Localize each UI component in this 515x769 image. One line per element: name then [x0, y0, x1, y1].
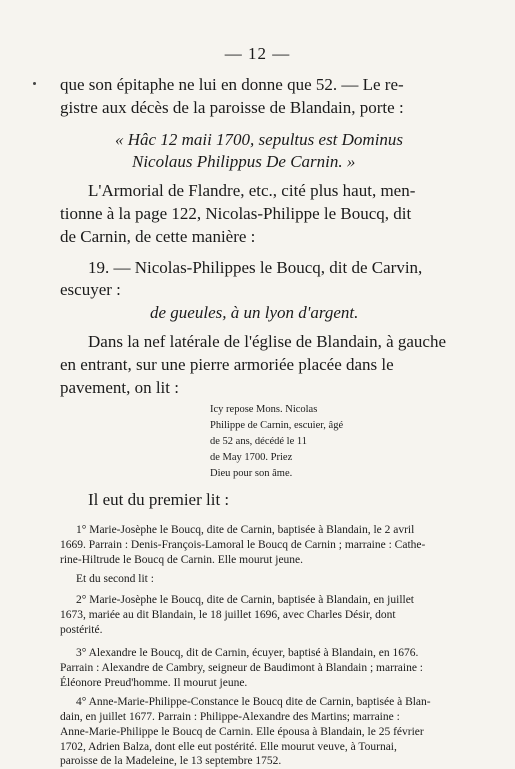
child-entry-line: Éléonore Preud'homme. Il mourut jeune. [60, 677, 248, 689]
epitaph-line: Dieu pour son âme. [210, 468, 293, 479]
armorial-entry-line: escuyer : [60, 280, 121, 299]
child-entry-line: dain, en juillet 1677. Parrain : Philippe-Alexandre des Martins; marraine : [60, 711, 400, 723]
paragraph-line: que son épitaphe ne lui en donne que 52. — Le re- [60, 75, 404, 94]
child-entry-line: postérité. [60, 624, 103, 636]
arms-text: de gueules, à un lyon d'argent. [150, 303, 359, 322]
paragraph-line: Dans la nef latérale de l'église de Blandain, à gauche [88, 332, 447, 351]
page-number: — 12 — [224, 44, 291, 63]
child-entry-line: 3° Alexandre le Boucq, dit de Carnin, écuyer, baptisé à Blandain, en 1676. [76, 647, 419, 659]
armorial-entry-line: 19. — Nicolas-Philippes le Boucq, dit de Carvin, [88, 258, 423, 277]
paragraph-line: tionne à la page 122, Nicolas-Philippe le Boucq, dit [60, 204, 412, 223]
arms-description [150, 302, 358, 323]
paragraph-line: de Carnin, de cette manière : [60, 227, 256, 246]
ink-speck [33, 82, 36, 85]
quote-text: « Hâc 12 maii 1700, sepultus est Dominus [115, 130, 404, 149]
paragraph-line: pavement, on lit : [60, 378, 179, 397]
child-entry-line: Anne-Marie-Philippe le Boucq de Carnin. Elle épousa à Blandain, le 25 février [60, 726, 424, 738]
epitaph-line: Icy repose Mons. Nicolas [210, 404, 318, 415]
paragraph-line: L'Armorial de Flandre, etc., cité plus haut, men- [88, 181, 416, 200]
burial-quote-line [115, 129, 403, 150]
epitaph-line: de May 1700. Priez [210, 452, 293, 463]
section-heading: Et du second lit : [76, 573, 154, 585]
child-entry-line: 1673, mariée au dit Blandain, le 18 juillet 1696, avec Charles Désir, dont [60, 609, 396, 621]
child-entry-line: 1702, Adrien Balza, dont elle eut postérité. Elle mourut veuve, à Tournai, [60, 741, 397, 753]
child-entry-line: rine-Hiltrude le Boucq de Carnin. Elle mourut jeune. [60, 554, 304, 566]
epitaph-line: Philippe de Carnin, escuier, âgé [210, 420, 344, 431]
child-entry-line: 1° Marie-Josèphe le Boucq, dite de Carnin, baptisée à Blandain, le 2 avril [76, 524, 415, 536]
child-entry-line: paroisse de la Madeleine, le 13 septembre 1752. [60, 755, 282, 767]
child-entry-line: Parrain : Alexandre de Cambry, seigneur de Baudimont à Blandain ; marraine : [60, 662, 423, 674]
burial-quote-line [132, 151, 355, 172]
child-entry-line: 1669. Parrain : Denis-François-Lamoral le Boucq de Carnin ; marraine : Cathe- [60, 539, 426, 551]
child-entry-line: 4° Anne-Marie-Philippe-Constance le Boucq dite de Carnin, baptisée à Blan- [76, 696, 431, 708]
paragraph-line: en entrant, sur une pierre armoriée placée dans le [60, 355, 394, 374]
section-heading: Il eut du premier lit : [88, 490, 230, 509]
epitaph-line: de 52 ans, décédé le 11 [210, 436, 307, 447]
paragraph-line: gistre aux décès de la paroisse de Blandain, porte : [60, 98, 404, 117]
child-entry-line: 2° Marie-Josèphe le Boucq, dite de Carnin, baptisée à Blandain, en juillet [76, 594, 415, 606]
quote-text: Nicolaus Philippus De Carnin. » [132, 152, 356, 171]
